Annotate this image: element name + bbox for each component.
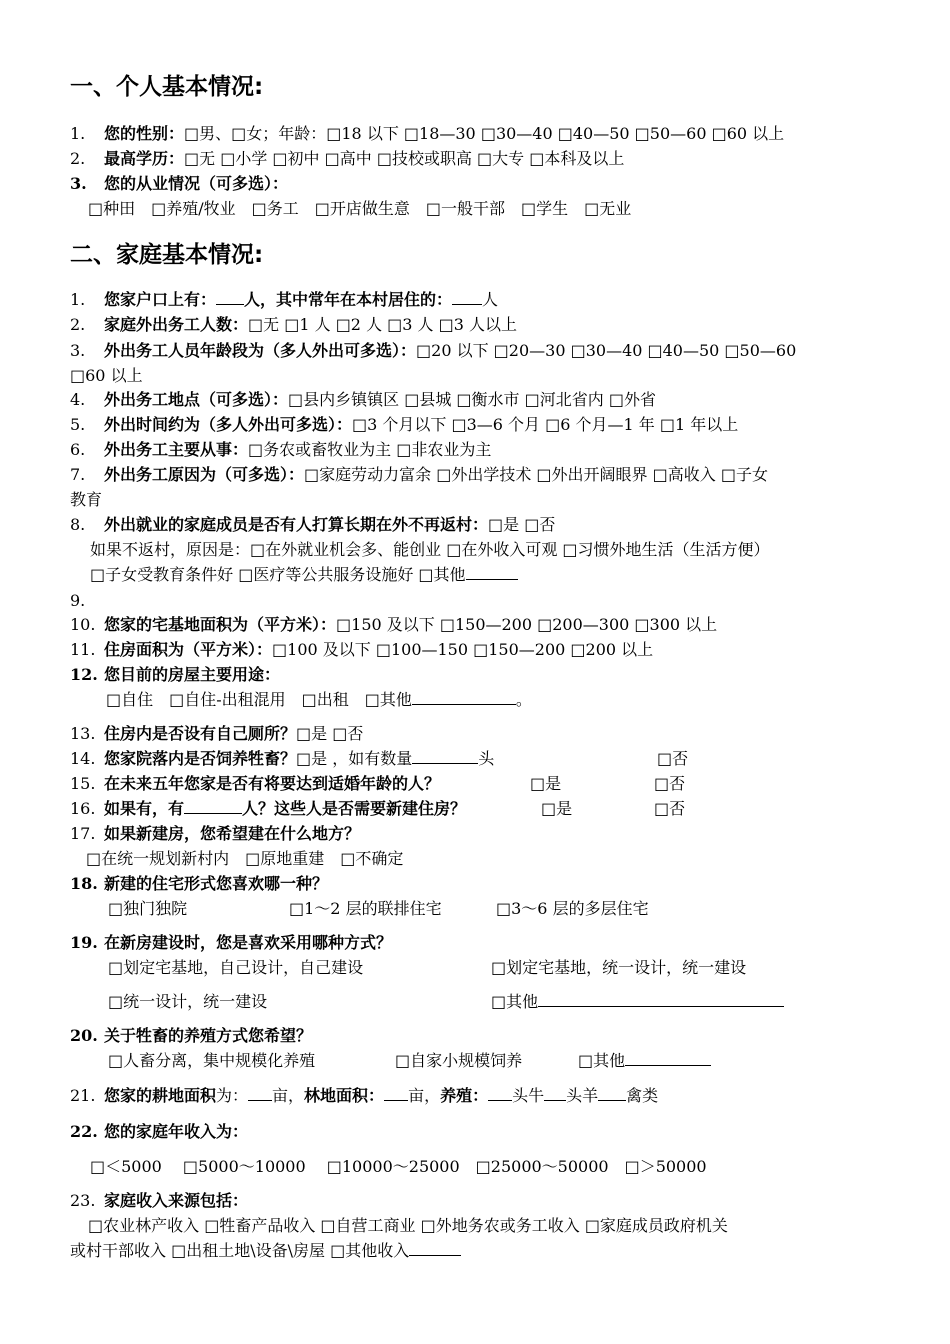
s2-q16-no[interactable]: □否	[654, 799, 686, 818]
q-label: 外出务工人员年龄段为（多人外出可多选）：	[104, 341, 417, 360]
q-number: 3.	[70, 341, 86, 360]
s1-q2	[70, 149, 624, 169]
q-options[interactable]: □男、□女；年龄：□18 以下 □18—30 □30—40 □40—50 □50—60 □60 以上	[184, 124, 785, 143]
q-unit: 禽类	[626, 1086, 659, 1105]
q-number: 12.	[70, 665, 98, 684]
q-options[interactable]: □3 个月以下 □3—6 个月 □6 个月—1 年 □1 年以上	[352, 415, 739, 434]
q-unit: 头	[478, 749, 495, 768]
q-label: 您家院落内是否饲养牲畜？	[104, 749, 297, 768]
s2-q15	[70, 774, 440, 794]
section2-heading: 二、家庭基本情况:	[70, 242, 264, 268]
s2-q15-yes[interactable]: □是	[530, 774, 562, 793]
q-number: 23.	[70, 1191, 96, 1210]
q-options[interactable]: □是 □否	[296, 724, 364, 743]
s2-q22	[70, 1122, 248, 1142]
q-number: 17.	[70, 824, 96, 843]
s2-q16	[70, 799, 466, 819]
q-label: 您的从业情况（可多选）：	[104, 174, 289, 193]
q-label: 您的家庭年收入为：	[104, 1122, 249, 1141]
q-number: 21.	[70, 1086, 96, 1105]
q-number: 11.	[70, 640, 96, 659]
s2-q9	[70, 591, 104, 611]
q-options[interactable]: □100 及以下 □100—150 □150—200 □200 以上	[272, 640, 654, 659]
q-unit: 人	[482, 290, 499, 309]
q-number: 1.	[70, 124, 86, 143]
s2-q23	[70, 1191, 248, 1211]
q-number: 1.	[70, 290, 86, 309]
q-number: 8.	[70, 515, 86, 534]
s2-q7-cont: 教育	[70, 490, 103, 509]
q-unit: 亩，	[272, 1086, 305, 1105]
q-label: 您家户口上有：	[104, 290, 217, 309]
q-options[interactable]: □150 及以下 □150—200 □200—300 □300 以上	[336, 615, 718, 634]
forest-input[interactable]	[384, 1086, 408, 1101]
cattle-input[interactable]	[488, 1086, 512, 1101]
s2-q3-cont[interactable]: □60 以上	[70, 366, 143, 385]
s2-q3	[70, 341, 796, 361]
poultry-input[interactable]	[598, 1086, 626, 1101]
s2-q20-opt2[interactable]: □自家小规模饲养	[395, 1051, 523, 1070]
s2-q23-line2	[70, 1241, 461, 1261]
resident-count-input[interactable]	[452, 290, 482, 305]
q-number: 7.	[70, 465, 86, 484]
q-label: 如果有，有	[104, 799, 185, 818]
q-label-mid: 人？这些人是否需要新建住房？	[242, 799, 467, 818]
q-label: 关于牲畜的养殖方式您希望？	[104, 1026, 313, 1045]
other-reason-input[interactable]	[466, 565, 518, 580]
q-number: 15.	[70, 774, 96, 793]
q-label-breeding: 养殖：	[440, 1086, 489, 1105]
q-label: 最高学历：	[104, 149, 185, 168]
s2-q10	[70, 615, 717, 635]
s2-q5	[70, 415, 738, 435]
q-number: 10.	[70, 615, 96, 634]
s2-q4	[70, 390, 656, 410]
q-options[interactable]: □自住 □自住-出租混用 □出租 □其他	[106, 690, 412, 709]
q-number: 9.	[70, 591, 86, 610]
q-options[interactable]: 或村干部收入 □出租土地\设备\房屋 □其他收入	[70, 1241, 410, 1260]
q-label: 住房内是否设有自己厕所？	[104, 724, 297, 743]
q-options[interactable]: □家庭劳动力富余 □外出学技术 □外出开阔眼界 □高收入 □子女	[304, 465, 768, 484]
s2-q19-opt4	[491, 992, 784, 1012]
q-options[interactable]: □20 以下 □20—30 □30—40 □40—50 □50—60	[416, 341, 797, 360]
s2-q7	[70, 465, 768, 485]
q-label: 外出务工主要从事：	[104, 440, 249, 459]
other-use-input[interactable]	[412, 690, 516, 705]
sheep-input[interactable]	[544, 1086, 566, 1101]
q-number: 14.	[70, 749, 96, 768]
s2-q18-opt2[interactable]: □1～2 层的联排住宅	[289, 899, 442, 918]
q-unit: 亩，	[408, 1086, 441, 1105]
s2-q19-opt2[interactable]: □划定宅基地，统一设计，统一建设	[491, 958, 747, 977]
q-number: 19.	[70, 933, 98, 952]
s2-q1	[70, 290, 498, 310]
s1-q3-options[interactable]: □种田 □养殖/牧业 □务工 □开店做生意 □一般干部 □学生 □无业	[88, 199, 632, 218]
marriage-count-input[interactable]	[184, 799, 242, 814]
s2-q8-reason-line2	[90, 565, 518, 585]
q-option-other[interactable]: □其他	[491, 992, 539, 1011]
q-number: 22.	[70, 1122, 98, 1141]
s2-q8	[70, 515, 555, 535]
q-label: 您的性别：	[104, 124, 185, 143]
s2-q20-opt3	[578, 1051, 711, 1071]
s2-q19	[70, 933, 392, 953]
s2-q6	[70, 440, 491, 460]
q-options[interactable]: □无 □1 人 □2 人 □3 人 □3 人以上	[248, 315, 518, 334]
q-options[interactable]: □务农或畜牧业为主 □非农业为主	[248, 440, 492, 459]
s2-q15-no[interactable]: □否	[654, 774, 686, 793]
q-number: 5.	[70, 415, 86, 434]
s2-q16-yes[interactable]: □是	[541, 799, 573, 818]
s1-q3	[70, 174, 288, 194]
q-number: 20.	[70, 1026, 98, 1045]
q-label: 如果新建房，您希望建在什么地方？	[104, 824, 361, 843]
s2-q2	[70, 315, 517, 335]
q-options[interactable]: □子女受教育条件好 □医疗等公共服务设施好 □其他	[90, 565, 466, 584]
q-number: 3.	[70, 174, 87, 193]
q-label: 在新房建设时，您是喜欢采用哪种方式？	[104, 933, 393, 952]
s2-q22-options[interactable]: □＜5000 □5000～10000 □10000～25000 □25000～50000 □＞50000	[90, 1157, 707, 1176]
other-method-input[interactable]	[538, 992, 784, 1007]
q-label: 在未来五年您家是否有将要达到适婚年龄的人？	[104, 774, 441, 793]
s1-q1	[70, 124, 784, 144]
q-label: 新建的住宅形式您喜欢哪一种？	[104, 874, 329, 893]
q-label-forest: 林地面积：	[304, 1086, 385, 1105]
q-options[interactable]: □是 □否	[488, 515, 556, 534]
s2-q12	[70, 665, 280, 685]
q-number: 16.	[70, 799, 96, 818]
q-label: 家庭外出务工人数：	[104, 315, 249, 334]
q-options[interactable]: □县内乡镇镇区 □县城 □衡水市 □河北省内 □外省	[288, 390, 656, 409]
s2-q20-opt1[interactable]: □人畜分离，集中规模化养殖	[108, 1051, 316, 1070]
s2-q18-opt3[interactable]: □3～6 层的多层住宅	[496, 899, 649, 918]
s2-q17	[70, 824, 360, 844]
q-options[interactable]: □无 □小学 □初中 □高中 □技校或职高 □大专 □本科及以上	[184, 149, 625, 168]
q-number: 2.	[70, 149, 86, 168]
q-number: 6.	[70, 440, 86, 459]
s2-q14	[70, 749, 494, 769]
q-number: 18.	[70, 874, 98, 893]
s2-q14-no[interactable]: □否	[657, 749, 689, 768]
s2-q19-opt3[interactable]: □统一设计，统一建设	[108, 992, 268, 1011]
household-count-input[interactable]	[216, 290, 244, 305]
s2-q11	[70, 640, 653, 660]
s2-q12-options	[106, 690, 532, 710]
section1-heading: 一、个人基本情况:	[70, 74, 264, 100]
s2-q17-options[interactable]: □在统一规划新村内 □原地重建 □不确定	[86, 849, 404, 868]
q-label: 您家的宅基地面积为（平方米）：	[104, 615, 337, 634]
s2-q18	[70, 874, 328, 894]
q-label: 家庭收入来源包括：	[104, 1191, 249, 1210]
other-income-input[interactable]	[409, 1241, 461, 1256]
q-unit: 头羊	[566, 1086, 599, 1105]
q-unit: 头牛	[512, 1086, 545, 1105]
other-breeding-input[interactable]	[625, 1051, 711, 1066]
q-option-other[interactable]: □其他	[578, 1051, 626, 1070]
q-label: 外出时间约为（多人外出可多选）：	[104, 415, 353, 434]
q-label: 外出务工原因为（可多选）：	[104, 465, 305, 484]
q-number: 2.	[70, 315, 86, 334]
q-label: 外出务工地点（可多选）：	[104, 390, 289, 409]
q-number: 4.	[70, 390, 86, 409]
livestock-count-input[interactable]	[412, 749, 478, 764]
s2-q20	[70, 1026, 312, 1046]
q-number: 13.	[70, 724, 96, 743]
q-label: 住房面积为（平方米）：	[104, 640, 273, 659]
s2-q23-line1[interactable]: □农业林产收入 □牲畜产品收入 □自营工商业 □外地务农或务工收入 □家庭成员政府机关	[88, 1216, 728, 1235]
q-option-yes[interactable]: □是 ，如有数量	[296, 749, 413, 768]
q-label-plain: 为：	[216, 1086, 249, 1105]
s2-q8-reason-line1[interactable]: 如果不返村，原因是：□在外就业机会多、能创业 □在外收入可观 □习惯外地生活（生活方便）	[90, 540, 770, 559]
s2-q13	[70, 724, 363, 744]
farmland-input[interactable]	[248, 1086, 272, 1101]
q-label: 您家的耕地面积	[104, 1086, 217, 1105]
q-label-mid: 人，其中常年在本村居住的：	[244, 290, 453, 309]
q-end: 。	[515, 690, 532, 709]
q-label: 外出就业的家庭成员是否有人打算长期在外不再返村：	[104, 515, 489, 534]
q-label: 您目前的房屋主要用途：	[104, 665, 281, 684]
s2-q18-opt1[interactable]: □独门独院	[108, 899, 188, 918]
s2-q21	[70, 1086, 658, 1106]
s2-q19-opt1[interactable]: □划定宅基地，自己设计，自己建设	[108, 958, 364, 977]
